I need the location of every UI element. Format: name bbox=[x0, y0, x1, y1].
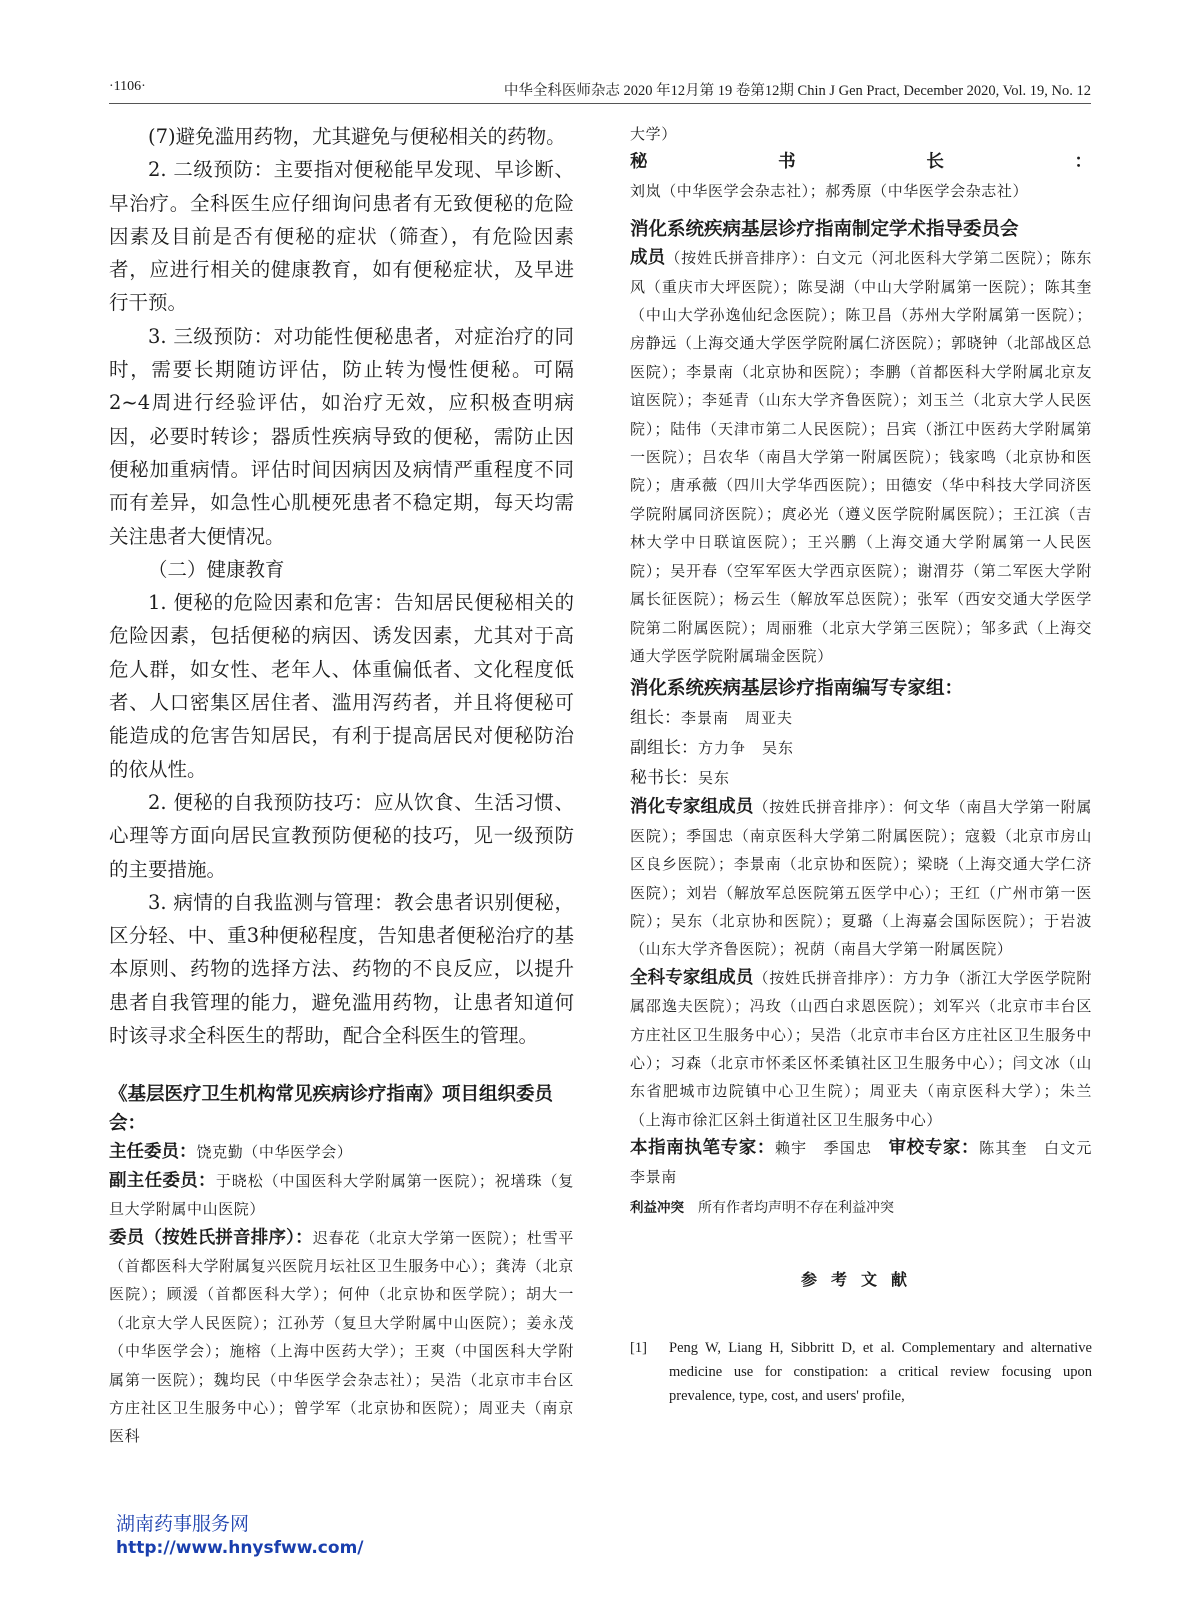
reviewers-value: 陈其奎 白文元 李景南 bbox=[630, 1139, 1108, 1186]
left-column bbox=[109, 120, 574, 1451]
vice-leader-entry bbox=[630, 733, 1092, 763]
group-secretary-label: 秘书长： bbox=[630, 768, 698, 789]
guidance-members-value: （按姓氏拼音排序）：白文元（河北医科大学第二医院）；陈东风（重庆市大坪医院）；陈旻湖（中山大学附属第一医院）；陈其奎（中山大学孙逸仙纪念医院）；陈卫昌（苏州大学附属第一医院）；房静远（上海交通大学医学院附属仁济医院）；郭晓钟（北部战区总医院）；李景南（北京协和医院）；李鹏（首都医科大学附属北京友谊医院）；李延青（山东大学齐鲁医院）；刘玉兰（北京大学人民医院）；陆伟（天津市第二人民医院）；吕宾（浙江中医药大学附属第一医院）；吕农华（南昌大学第一附属医院）；钱家鸣（北京协和医院）；唐承薇（四川大学华西医院）；田德安（华中科技大学同济医学院附属同济医院）；庹必光（遵义医学院附属医院）；王江滨（吉林大学中日联谊医院）；王兴鹏（上海交通大学附属第一人民医院）；吴开春（空军军医大学西京医院）；谢渭芬（第二军医大学附属长征医院）；杨云生（解放军总医院）；张军（西安交通大学医学院第二附属医院）；周丽雅（北京大学第三医院）；邹多武（上海交通大学医学院附属瑞金医院） bbox=[630, 249, 1092, 665]
journal-citation: 中华全科医师杂志 2020 年12月第 19 卷第12期 Chin J Gen Pract, December 2020, Vol. 19, No. 12 bbox=[503, 83, 1091, 99]
authors-label: 本指南执笔专家： bbox=[630, 1138, 775, 1159]
chair-entry bbox=[109, 1138, 574, 1166]
gi-experts-value: （按姓氏拼音排序）：何文华（南昌大学第一附属医院）；季国忠（南京医科大学第二附属医院）；寇毅（北京市房山区良乡医院）；李景南（北京协和医院）；梁晓（上海交通大学仁济医院）；刘岩（解放军总医院第五医学中心）；王红（广州市第一医院）；吴东（北京协和医院）；夏璐（上海嘉会国际医院）；于岩波（山东大学齐鲁医院）；祝荫（南昌大学第一附属医院） bbox=[630, 798, 1093, 959]
vice-leader-label: 副组长： bbox=[630, 738, 698, 759]
reference-item bbox=[630, 1336, 1092, 1408]
guidance-members-label: 成员 bbox=[630, 248, 666, 269]
gp-experts-entry bbox=[630, 964, 1092, 1134]
expert-group-title: 消化系统疾病基层诊疗指南编写专家组： bbox=[630, 678, 964, 700]
gi-experts-label: 消化专家组成员 bbox=[630, 797, 754, 818]
members-continued: 大学） bbox=[630, 125, 677, 143]
vice-chair-label: 副主任委员： bbox=[109, 1170, 216, 1191]
authors-value: 赖宇 季国忠 bbox=[774, 1139, 889, 1158]
page-number: ·1106· bbox=[109, 79, 146, 94]
vice-leader-value: 方力争 吴东 bbox=[698, 739, 795, 758]
body-paragraph: 3. 三级预防：对功能性便秘患者，对症治疗的同时，需要长期随访评估，防止转为慢性便秘。可隔2~4周进行经验评估，如治疗无效，应积极查明病因，必要时转诊；器质性疾病导致的便秘，需防止因便秘加重病情。评估时间因病因及病情严重程度不同而有差异，如急性心肌梗死患者不稳定期，每天均需关注患者大便情况。 bbox=[109, 324, 574, 548]
members-value: 迟春花（北京大学第一医院）；杜雪平（首都医科大学附属复兴医院月坛社区卫生服务中心）；龚涛（北京医院）；顾湲（首都医科大学）；何仲（北京协和医学院）；胡大一（北京大学人民医院）；江孙芳（复旦大学附属中山医院）；姜永茂（中华医学会）；施榕（上海中医药大学）；王爽（中国医科大学附属第一医院）；魏均民（中华医学会杂志社）；吴浩（北京市丰台区方庄社区卫生服务中心）；曾学军（北京协和医院）；周亚夫（南京医科 bbox=[109, 1228, 575, 1446]
authors-entry bbox=[630, 1134, 1108, 1191]
reference-text: Peng W, Liang H, Sibbritt D, et al. Complementary and alternative medicine use for constipation: a critical review focusing upon prevalence, type, cost, and users' profile, bbox=[669, 1340, 1092, 1404]
references-heading: 参考文献 bbox=[800, 1270, 921, 1289]
secretary-value: 刘岚（中华医学会杂志社）；郝秀原（中华医学会杂志社） bbox=[630, 181, 1029, 200]
vice-chair-entry bbox=[109, 1167, 574, 1224]
watermark-name: 湖南药事服务网 bbox=[116, 1513, 250, 1535]
guidance-committee-title: 消化系统疾病基层诊疗指南制定学术指导委员会 bbox=[630, 219, 1019, 241]
body-paragraph: 2. 二级预防：主要指对便秘能早发现、早诊断、早治疗。全科医生应仔细询问患者有无致便秘的危险因素及目前是否有便秘的症状（筛查），有危险因素者，应进行相关的健康教育，如有便秘症状，及早进行干预。 bbox=[109, 158, 574, 315]
body-paragraph: (7)避免滥用药物，尤其避免与便秘相关的药物。 bbox=[148, 125, 566, 148]
watermark-url[interactable]: http://www.hnysfww.com/ bbox=[116, 1538, 364, 1558]
guidance-members-entry bbox=[630, 244, 1092, 670]
members-label: 委员（按姓氏拼音排序）： bbox=[109, 1227, 313, 1248]
group-secretary-entry bbox=[630, 763, 1092, 793]
members-entry bbox=[109, 1224, 574, 1451]
subsection-heading: （二）健康教育 bbox=[148, 557, 285, 581]
chair-label: 主任委员： bbox=[109, 1142, 197, 1163]
secretary-entry bbox=[630, 148, 1092, 205]
coi-label: 利益冲突 bbox=[630, 1200, 684, 1216]
running-header bbox=[109, 75, 1091, 104]
leader-label: 组长： bbox=[630, 708, 681, 729]
group-secretary-value: 吴东 bbox=[698, 769, 731, 788]
reference-number: [1] bbox=[630, 1340, 647, 1356]
right-column bbox=[630, 120, 1108, 1408]
leader-entry bbox=[630, 703, 1092, 733]
gp-experts-value: （按姓氏拼音排序）：方力争（浙江大学医学院附属邵逸夫医院）；冯玫（山西白求恩医院）；刘军兴（北京市丰台区方庄社区卫生服务中心）；吴浩（北京市丰台区方庄社区卫生服务中心）；习森（北京市怀柔区怀柔镇社区卫生服务中心）；闫文冰（山东省肥城市边院镇中心卫生院）；周亚夫（南京医科大学）；朱兰（上海市徐汇区斜土街道社区卫生服务中心） bbox=[630, 968, 1093, 1129]
vice-chair-value: 于晓松（中国医科大学附属第一医院）；祝墡珠（复旦大学附属中山医院） bbox=[109, 1171, 575, 1219]
body-paragraph: 2. 便秘的自我预防技巧：应从饮食、生活习惯、心理等方面向居民宣教预防便秘的技巧，见一级预防的主要措施。 bbox=[109, 790, 574, 881]
gi-experts-entry bbox=[630, 793, 1092, 963]
reviewers-label: 审校专家： bbox=[888, 1138, 980, 1159]
secretary-label: 秘书长： bbox=[630, 152, 1092, 173]
gp-experts-label: 全科专家组成员 bbox=[630, 967, 754, 988]
coi-value: 所有作者均声明不存在利益冲突 bbox=[698, 1200, 894, 1216]
leader-value: 李景南 周亚夫 bbox=[681, 709, 794, 728]
chair-value: 饶克勤（中华医学会） bbox=[196, 1143, 353, 1162]
site-watermark bbox=[116, 1512, 364, 1560]
body-paragraph: 1. 便秘的危险因素和危害：告知居民便秘相关的危险因素，包括便秘的病因、诱发因素，尤其对于高危人群，如女性、老年人、体重偏低者、文化程度低者、人口密集区居住者、滥用泻药者，并且将便秘可能造成的危害告知居民，有利于提高居民对便秘防治的依从性。 bbox=[109, 591, 574, 781]
committee-title: 《基层医疗卫生机构常见疾病诊疗指南》项目组织委员会： bbox=[109, 1084, 554, 1135]
body-paragraph: 3. 病情的自我监测与管理：教会患者识别便秘，区分轻、中、重3种便秘程度，告知患者便秘治疗的基本原则、药物的选择方法、药物的不良反应，以提升患者自我管理的能力，避免滥用药物，让患者知道何时该寻求全科医生的帮助，配合全科医生的管理。 bbox=[109, 890, 574, 1048]
conflict-of-interest bbox=[630, 1195, 1092, 1221]
